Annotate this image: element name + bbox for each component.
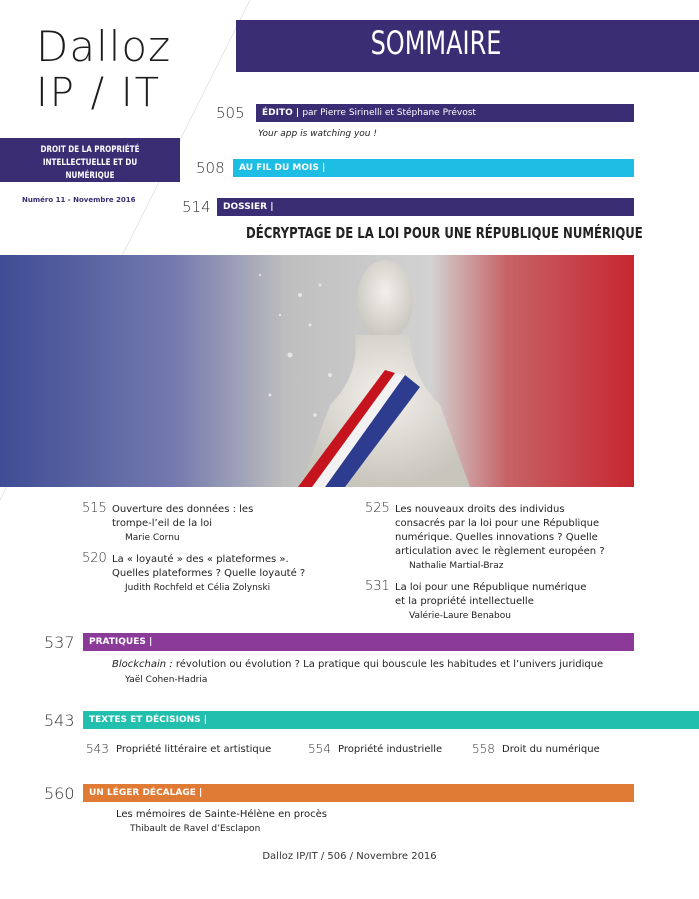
dossier-page: 514 bbox=[182, 198, 211, 216]
pratiques-author: Yaël Cohen-Hadria bbox=[125, 675, 208, 685]
a515-page: 515 bbox=[82, 501, 107, 516]
a515-title-1[interactable]: Ouverture des données : les bbox=[112, 504, 254, 515]
textes-item-3-page: 558 bbox=[472, 742, 495, 756]
a525-title-2[interactable]: consacrés par la loi pour une République bbox=[395, 518, 600, 529]
pratiques-page: 537 bbox=[44, 633, 75, 652]
textes-page: 543 bbox=[44, 711, 75, 730]
pratiques-bar[interactable] bbox=[83, 633, 634, 651]
fil-bar[interactable] bbox=[233, 159, 634, 177]
dossier-label: DOSSIER | bbox=[223, 202, 274, 212]
edito-page: 505 bbox=[216, 104, 245, 122]
dossier-bar[interactable] bbox=[217, 198, 634, 216]
a515-title-2[interactable]: trompe-l’eil de la loi bbox=[112, 518, 213, 529]
decalage-article[interactable]: Les mémoires de Sainte-Hélène en procès bbox=[116, 809, 328, 820]
brand-name: Dalloz bbox=[36, 22, 172, 71]
textes-item-3-label[interactable]: Droit du numérique bbox=[502, 744, 600, 755]
a525-title-4[interactable]: articulation avec le règlement européen ? bbox=[395, 546, 605, 557]
brand-sub: IP / IT bbox=[36, 70, 162, 116]
decalage-page: 560 bbox=[44, 784, 75, 803]
decalage-author: Thibault de Ravel d’Esclapon bbox=[130, 824, 261, 834]
textes-item-2-label[interactable]: Propriété industrielle bbox=[338, 744, 443, 755]
textes-item-1-label[interactable]: Propriété littéraire et artistique bbox=[116, 744, 272, 755]
a531-page: 531 bbox=[365, 579, 390, 594]
pratiques-article-rest: révolution ou évolution ? La pratique qui bouscule les habitudes et l’univers juridique bbox=[175, 659, 604, 670]
pratiques-article[interactable] bbox=[112, 658, 603, 672]
a531-title-1[interactable]: La loi pour une République numérique bbox=[395, 582, 587, 593]
textes-bar[interactable] bbox=[83, 711, 699, 729]
pratiques-article-italic: Blockchain : bbox=[112, 659, 173, 670]
edito-subtitle: Your app is watching you ! bbox=[258, 129, 377, 139]
tagline-line-1: DROIT DE LA PROPRIÉTÉ bbox=[40, 145, 140, 155]
edito-bar[interactable] bbox=[256, 104, 634, 122]
fil-label: AU FIL DU MOIS | bbox=[239, 163, 326, 173]
a525-author: Nathalie Martial-Braz bbox=[409, 561, 504, 571]
issue-label: Numéro 11 - Novembre 2016 bbox=[22, 196, 136, 204]
pratiques-label: PRATIQUES | bbox=[89, 637, 153, 647]
a520-title-2[interactable]: Quelles plateformes ? Quelle loyauté ? bbox=[112, 568, 306, 579]
page-footer: Dalloz IP/IT / 506 / Novembre 2016 bbox=[262, 851, 437, 862]
textes-item-1-page: 543 bbox=[86, 742, 109, 756]
brand-tagline bbox=[0, 138, 180, 182]
edito-author: par Pierre Sirinelli et Stéphane Prévost bbox=[302, 108, 476, 118]
fil-page: 508 bbox=[196, 159, 225, 177]
a520-page: 520 bbox=[82, 551, 107, 566]
a520-title-1[interactable]: La « loyauté » des « plateformes ». bbox=[112, 554, 289, 565]
decalage-label: UN LÉGER DÉCALAGE | bbox=[89, 788, 203, 798]
a525-page: 525 bbox=[365, 501, 390, 516]
edito-label: ÉDITO | bbox=[262, 108, 300, 118]
a531-title-2[interactable]: et la propriété intellectuelle bbox=[395, 596, 534, 607]
tagline-line-2: INTELLECTUELLE ET DU NUMÉRIQUE bbox=[42, 158, 138, 181]
a520-author: Judith Rochfeld et Célia Zolynski bbox=[125, 583, 271, 593]
dossier-illustration bbox=[0, 255, 634, 487]
page-title: SOMMAIRE bbox=[370, 24, 502, 62]
dossier-title: DÉCRYPTAGE DE LA LOI POUR UNE RÉPUBLIQUE NUMÉRIQUE bbox=[246, 224, 643, 242]
textes-item-2-page: 554 bbox=[308, 742, 331, 756]
a525-title-3[interactable]: numérique. Quelles innovations ? Quelle bbox=[395, 532, 598, 543]
decalage-bar[interactable] bbox=[83, 784, 634, 802]
textes-label: TEXTES ET DÉCISIONS | bbox=[89, 715, 208, 725]
a525-title-1[interactable]: Les nouveaux droits des individus bbox=[395, 504, 565, 515]
a531-author: Valérie-Laure Benabou bbox=[409, 611, 511, 621]
marianne-image bbox=[0, 255, 634, 487]
a515-author: Marie Cornu bbox=[125, 533, 180, 543]
